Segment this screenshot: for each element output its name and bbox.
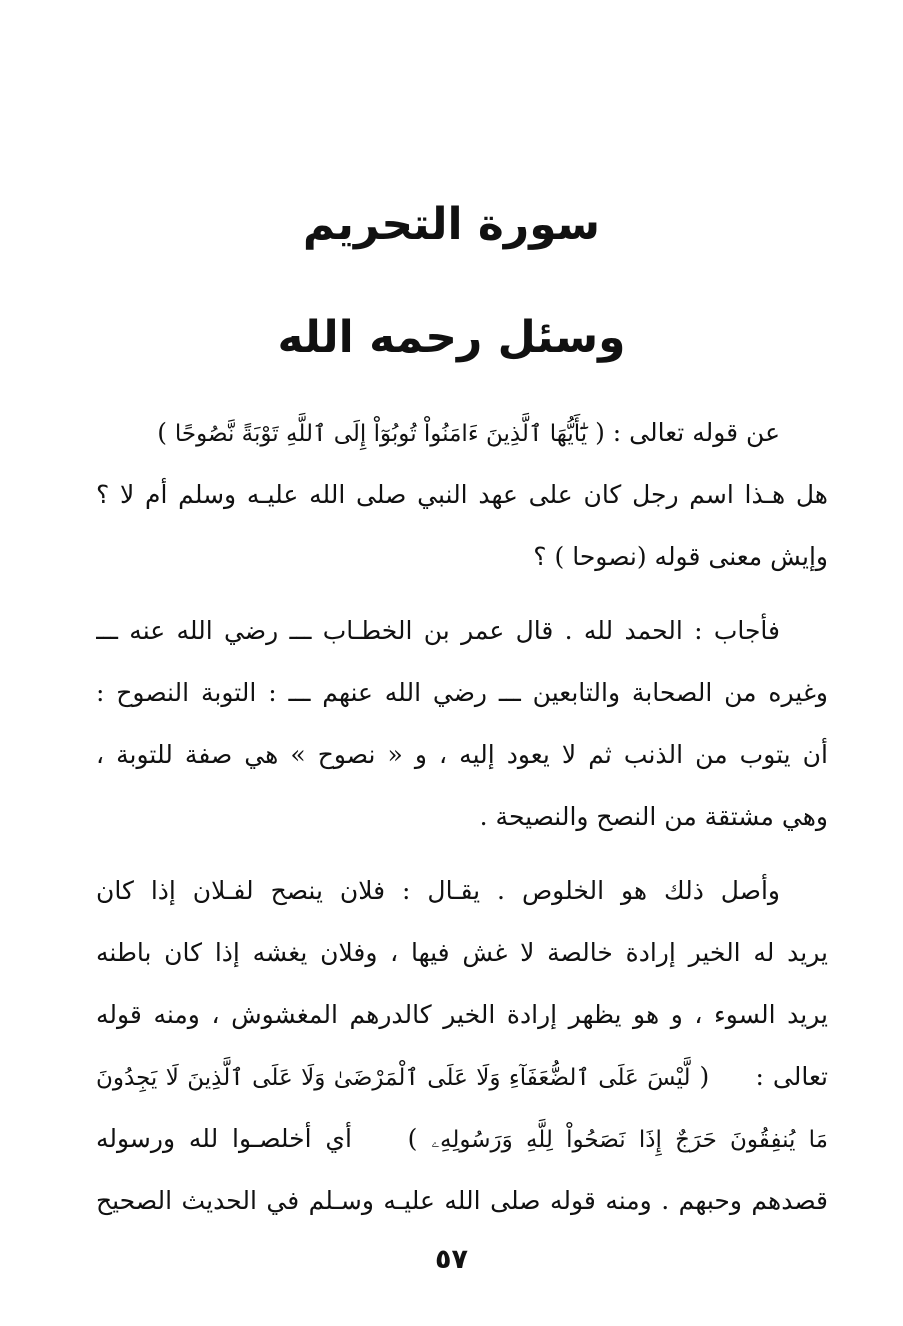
text-line: قصدهم وحبهم . ومنه قوله صلى الله عليـه وسـلم في الحديث الصحيح: [96, 1186, 828, 1215]
text-line: [96, 1046, 828, 1108]
text-line: وهي مشتقة من النصح والنصيحة .: [479, 802, 828, 831]
quran-verse: يَٰٓأَيُّهَا ٱلَّذِينَ ءَامَنُواْ تُوبُوٓاْ إِلَى ٱللَّهِ تَوْبَةً نَّصُوحًا: [174, 421, 588, 447]
text-line: وأصل ذلك هو الخلوص . يقـال : فلان ينصح لفـلان إذا كان: [96, 876, 780, 905]
text-line: أن يتوب من الذنب ثم لا يعود إليه ، و « نصوح » هي صفة للتوبة ،: [96, 740, 828, 769]
text-line: فأجاب : الحمد لله . قال عمر بن الخطـاب ـــ رضي الله عنه ـــ: [96, 616, 780, 645]
quran-verse: مَا يُنفِقُونَ حَرَجٌ إِذَا نَصَحُواْ لِلَّهِ وَرَسُولِهِۦ: [431, 1127, 828, 1153]
answer-paragraph: [96, 600, 828, 848]
text-line: وإيش معنى قوله (نصوحا ) ؟: [533, 542, 828, 571]
text-line: يريد له الخير إرادة خالصة لا غش فيها ، وفلان يغشه إذا كان باطنه: [96, 938, 828, 967]
surah-title: سورة التحريم: [302, 199, 601, 250]
page-number: ٥٧: [435, 1244, 468, 1275]
verse-open-paren: (: [699, 1062, 710, 1091]
verse-intro: تعالى :: [755, 1062, 828, 1091]
explanation-paragraph: [96, 860, 828, 1232]
quran-verse: لَّيْسَ عَلَى ٱلضُّعَفَآءِ وَلَا عَلَى ٱلْمَرْضَىٰ وَلَا عَلَى ٱلَّذِينَ لَا يَجِدُونَ: [96, 1065, 691, 1091]
text-line: يريد السوء ، و هو يظهر إرادة الخير كالدرهم المغشوش ، ومنه قوله: [96, 1000, 828, 1029]
question-paragraph: [96, 402, 828, 588]
verse-intro: عن قوله تعالى : (: [595, 418, 780, 447]
verse-close-paren: ): [407, 1124, 418, 1153]
text-line: [96, 1108, 828, 1170]
verse-close-paren: ): [157, 418, 167, 447]
text-line: هل هـذا اسم رجل كان على عهد النبي صلى الله عليـه وسلم أم لا ؟: [96, 480, 828, 509]
question-heading: وسئل رحمه الله: [277, 312, 626, 363]
text-line: [96, 402, 828, 464]
text-line: وغيره من الصحابة والتابعين ـــ رضي الله عنهم ـــ : التوبة النصوح :: [96, 678, 828, 707]
text-fragment: أي أخلصـوا لله ورسوله: [96, 1124, 352, 1153]
